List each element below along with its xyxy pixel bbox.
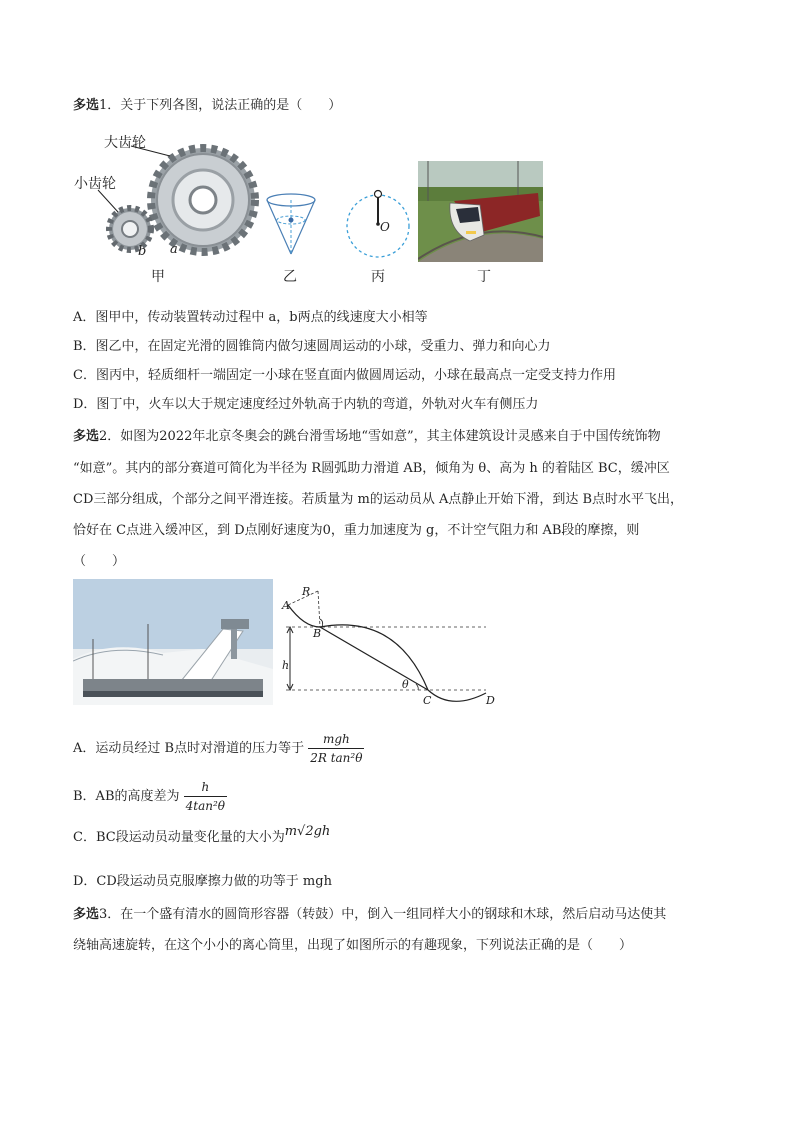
q2-option-d: D．CD段运动员克服摩擦力做的功等于 mgh	[73, 874, 332, 889]
q2-option-a-denominator: 2R tan²θ	[310, 751, 363, 765]
q2-option-b-fraction	[184, 778, 227, 815]
q3-stem-line-2: 绕轴高速旋转，在这个小小的离心筒里，出现了如图所示的有趣现象，下列说法正确的是（ ）	[73, 938, 633, 953]
q2-option-b-numerator: h	[184, 778, 227, 797]
diagram-label-c: C	[423, 694, 432, 707]
ski-track-diagram	[276, 583, 496, 713]
big-gear-label: 大齿轮	[104, 135, 146, 151]
q2-stem-line-1	[73, 428, 661, 446]
q2-option-c	[73, 824, 331, 847]
q2-stem-line-2: “如意”。其内的部分赛道可简化为半径为 R圆弧助力滑道 AB，倾角为 θ、高为 h 的着陆区 BC，缓冲区	[73, 461, 670, 476]
q2-option-b	[73, 778, 227, 815]
point-o-label: O	[380, 220, 390, 234]
diagram-label-d: D	[486, 694, 495, 707]
small-gear-label: 小齿轮	[74, 176, 116, 192]
q1-option-d: D．图丁中，火车以大于规定速度经过外轨高于内轨的弯道，外轨对火车有侧压力	[73, 397, 539, 412]
big-gear-image	[151, 148, 255, 252]
q2-option-b-denominator: 4tan²θ	[185, 799, 226, 813]
label-jia: 甲	[151, 269, 165, 285]
label-ding: 丁	[477, 269, 491, 285]
q1-option-b: B．图乙中，在固定光滑的圆锥筒内做匀速圆周运动的小球，受重力、弹力和向心力	[73, 339, 551, 354]
q3-stem-text-1: 3．在一个盛有清水的圆筒形容器（转鼓）中，倒入一组同样大小的钢球和木球，然后启动马达使其	[99, 907, 667, 922]
q2-option-a-fraction	[308, 730, 364, 767]
gears-figure	[70, 128, 270, 288]
label-yi: 乙	[283, 269, 297, 285]
q2-stem-text-1: 2．如图为2022年北京冬奥会的跳台滑雪场地“雪如意”，其主体建筑设计灵感来自于中国传统饰物	[99, 429, 661, 444]
q1-tag: 多选	[73, 98, 100, 113]
q1-stem-line	[73, 97, 341, 115]
q1-option-c: C．图丙中，轻质细杆一端固定一小球在竖直面内做圆周运动，小球在最高点一定受支持力作用	[73, 368, 616, 383]
q2-option-b-text: B．AB的高度差为	[73, 789, 180, 804]
vertical-circle-figure	[342, 186, 414, 266]
q2-option-a	[73, 730, 364, 767]
q1-option-a: A．图甲中，传动装置转动过程中 a，b两点的线速度大小相等	[73, 310, 428, 325]
q2-stem-line-4: 恰好在 C点进入缓冲区，到 D点刚好速度为0，重力加速度为 g，不计空气阻力和 AB段的摩擦，则	[73, 523, 640, 538]
diagram-label-theta: θ	[402, 678, 409, 691]
q2-option-a-text: A．运动员经过 B点时对滑道的压力等于	[73, 741, 305, 756]
q2-stem-line-3: CD三部分组成，个部分之间平滑连接。若质量为 m的运动员从 A点静止开始下滑，到达 B点时水平飞出，	[73, 492, 684, 507]
diagram-label-b: B	[313, 627, 322, 640]
q3-tag: 多选	[73, 907, 100, 922]
diagram-label-r: R	[302, 585, 311, 598]
q2-stem-line-5: （ ）	[73, 554, 126, 569]
point-b-label: b	[138, 244, 147, 259]
q2-option-c-expression: m√2gh	[284, 824, 331, 839]
diagram-label-a: A	[282, 599, 290, 612]
cone-figure	[262, 192, 322, 262]
ski-jump-photo	[73, 579, 273, 705]
point-a-label: a	[170, 242, 178, 257]
q2-option-a-numerator: mgh	[308, 730, 364, 749]
label-bing: 丙	[371, 269, 385, 285]
q2-tag: 多选	[73, 429, 100, 444]
q2-option-c-text: C．BC段运动员动量变化量的大小为	[73, 830, 285, 845]
diagram-label-h: h	[282, 659, 290, 672]
q3-stem-line-1	[73, 906, 666, 924]
train-photo	[418, 161, 543, 262]
q1-stem: 1．关于下列各图，说法正确的是（ ）	[99, 98, 342, 113]
